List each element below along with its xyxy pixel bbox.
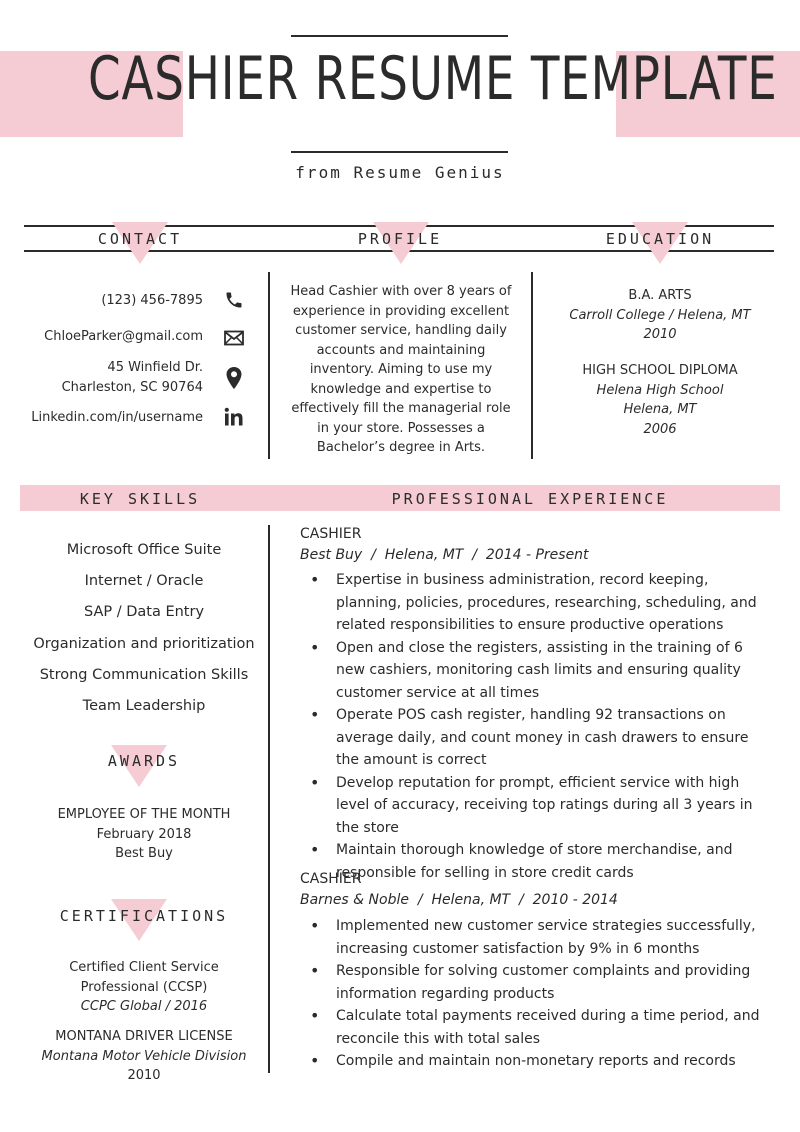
- skill-item: Strong Communication Skills: [39, 666, 249, 683]
- linkedin-icon: [222, 405, 246, 429]
- certification-line: Certified Client Service: [69, 960, 219, 975]
- title-rule-top: [291, 35, 508, 37]
- title-rule-bottom: [291, 151, 508, 153]
- divider-left-column: [268, 525, 270, 1073]
- education-school: Helena High School: [596, 382, 724, 398]
- contact-email: [20, 327, 203, 347]
- bullet-item: • Maintain thorough knowledge of store merchandise, and responsible for selling in store credit cards: [308, 839, 768, 884]
- profile-text: Head Cashier with over 8 years of experience in providing excellent customer service, handling daily accounts and maintaining inventory. Aiming to use my knowledge and expertise to effectively fill the managerial role in your store. Possesses a Bachelor’s degree in Arts.: [290, 284, 512, 455]
- education-entry-1: [560, 286, 760, 345]
- address-line2: Charleston, SC 90764: [61, 380, 203, 395]
- contact-heading: CONTACT: [97, 230, 183, 248]
- award-org: Best Buy: [115, 846, 173, 861]
- skills-heading: KEY SKILLS: [79, 490, 201, 508]
- education-year: 2010: [643, 327, 677, 342]
- contact-address: [20, 358, 203, 398]
- certification-year: 2010: [127, 1068, 161, 1083]
- certification-line: Professional (CCSP): [80, 979, 208, 995]
- profile-heading: PROFILE: [357, 230, 443, 248]
- phone-icon: [222, 288, 246, 312]
- email-text: ChloeParker@gmail.com: [44, 329, 203, 344]
- bullet-item: • Develop reputation for prompt, efficient service with high level of accuracy, receiving top ratings during all 3 years in the store: [308, 772, 768, 840]
- mail-icon: [222, 326, 246, 350]
- bullet-item: • Calculate total payments received during a time period, and reconcile this with total sales: [308, 1005, 768, 1050]
- page-title: CASHIER RESUME TEMPLATE: [88, 44, 778, 114]
- job-subtitle: Barnes & Noble / Helena, MT / 2010 - 2014: [300, 892, 618, 908]
- award-title: EMPLOYEE OF THE MONTH: [57, 807, 231, 822]
- skill-item: Team Leadership: [82, 697, 206, 714]
- education-degree: B.A. ARTS: [628, 288, 692, 303]
- skills-list: [20, 535, 268, 722]
- contact-linkedin: [20, 408, 203, 428]
- certification-entry-2: [20, 1027, 268, 1086]
- education-heading: EDUCATION: [605, 230, 715, 248]
- awards-heading: AWARDS: [107, 752, 181, 770]
- bullet-item: • Open and close the registers, assisting in the training of 6 new cashiers, monitoring cash limits and ensuring quality customer service at all times: [308, 637, 768, 705]
- job-title: CASHIER: [300, 526, 362, 542]
- location-pin-icon: [222, 366, 246, 390]
- skill-item: SAP / Data Entry: [83, 604, 205, 621]
- certification-entry-1: [20, 958, 268, 1017]
- bullet-item: • Compile and maintain non-monetary reports and records: [308, 1050, 768, 1073]
- bullet-item: • Expertise in business administration, record keeping, planning, policies, procedures, researching, scheduling, and related responsibilities to ensure productive operations: [308, 569, 768, 637]
- phone-text: (123) 456-7895: [101, 293, 203, 308]
- skill-item: Internet / Oracle: [84, 573, 204, 590]
- linkedin-text: Linkedin.com/in/username: [31, 410, 203, 425]
- certification-issuer: Montana Motor Vehicle Division: [41, 1048, 247, 1064]
- divider-profile-education: [531, 272, 533, 459]
- contact-phone: [20, 291, 203, 311]
- award-entry: [20, 805, 268, 864]
- job-title: CASHIER: [300, 871, 362, 887]
- bullet-item: • Implemented new customer service strategies successfully, increasing customer satisfaction by 9% in 6 months: [308, 915, 768, 960]
- address-line1: 45 Winfield Dr.: [107, 360, 203, 375]
- job-bullets: [308, 915, 768, 1073]
- skill-item: Microsoft Office Suite: [66, 542, 222, 558]
- bullet-item: • Operate POS cash register, handling 92 transactions on average daily, and count money in cash drawers to ensure the amount is correct: [308, 704, 768, 772]
- page-subtitle: from Resume Genius: [295, 163, 505, 182]
- education-year: 2006: [643, 421, 677, 437]
- certification-line: MONTANA DRIVER LICENSE: [55, 1029, 233, 1044]
- divider-contact-profile: [268, 272, 270, 459]
- certification-issuer: CCPC Global / 2016: [80, 999, 208, 1014]
- education-entry-2: [560, 361, 760, 439]
- bullet-item: • Responsible for solving customer complaints and providing information regarding products: [308, 960, 768, 1005]
- education-location: Helena, MT: [623, 402, 697, 417]
- certifications-heading: CERTIFICATIONS: [59, 907, 229, 925]
- experience-heading: PROFESSIONAL EXPERIENCE: [391, 490, 669, 508]
- education-degree: HIGH SCHOOL DIPLOMA: [582, 363, 738, 378]
- education-school: Carroll College / Helena, MT: [569, 307, 751, 323]
- job-subtitle: Best Buy / Helena, MT / 2014 - Present: [300, 547, 589, 563]
- skill-item: Organization and prioritization: [33, 635, 255, 652]
- award-date: February 2018: [96, 826, 192, 842]
- job-bullets: [308, 569, 768, 884]
